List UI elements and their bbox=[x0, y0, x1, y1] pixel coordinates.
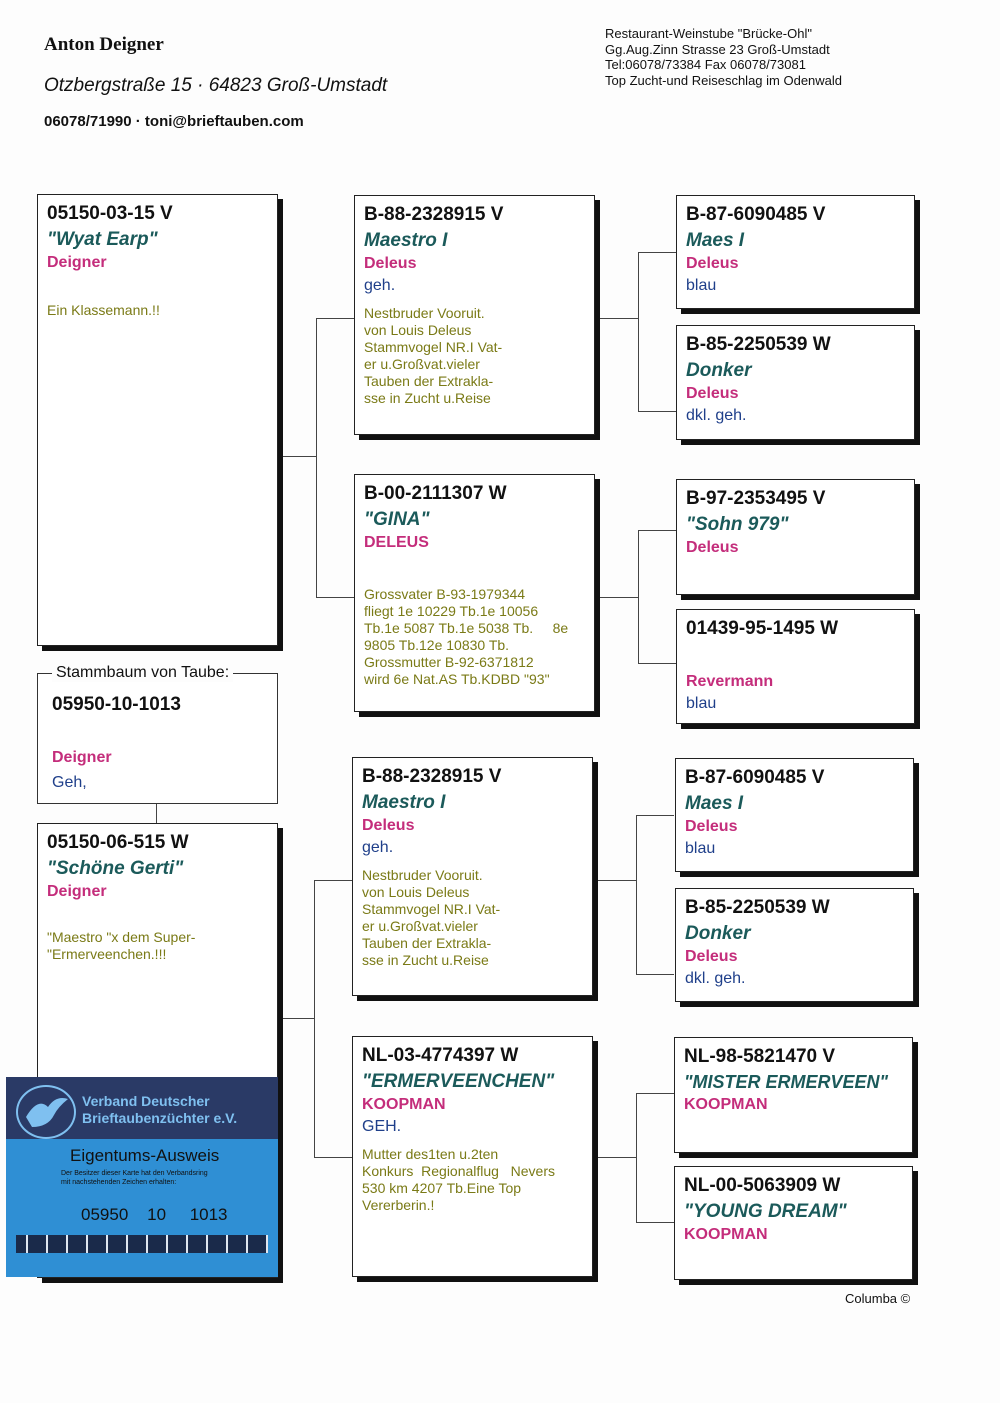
ds-name: Maestro I bbox=[362, 792, 446, 813]
sponsor-line: Tel:06078/73384 Fax 06078/73081 bbox=[605, 57, 806, 72]
sd-remark: Grossvater B-93-1979344 fliegt 1e 10229 Tb.1e 10056 Tb.1e 5087 Tb.1e 5038 Tb. 8e 9805 Tb.12e 10830 Tb. Grossmutter B-92-6371812 wird 6e Nat.AS Tb.KDBD "93" bbox=[364, 586, 569, 687]
connector bbox=[636, 974, 674, 975]
subject-breeder: Deigner bbox=[52, 749, 112, 766]
ds-color: geh. bbox=[362, 839, 394, 856]
sponsor-line: Gg.Aug.Zinn Strasse 23 Groß-Umstadt bbox=[605, 41, 830, 57]
dd-breeder: KOOPMAN bbox=[362, 1096, 446, 1113]
dss-box bbox=[675, 758, 914, 872]
sdd-box bbox=[676, 609, 915, 724]
ds-breeder: Deleus bbox=[362, 817, 415, 834]
ssd-ring: B-85-2250539 W bbox=[686, 334, 831, 355]
connector bbox=[316, 318, 317, 598]
sds-name: "Sohn 979" bbox=[686, 514, 789, 535]
ownership-card bbox=[6, 1077, 278, 1277]
dsd-box bbox=[675, 888, 914, 1002]
dds-name: "MISTER ERMERVEEN" bbox=[684, 1072, 889, 1092]
connector bbox=[638, 530, 676, 531]
connector bbox=[638, 530, 639, 664]
ss-ring: B-88-2328915 V bbox=[364, 204, 504, 225]
connector bbox=[316, 597, 354, 598]
owner-contact: 06078/71990 · toni@brieftauben.com bbox=[44, 113, 304, 130]
card-small-text: Der Besitzer dieser Karte hat den Verbandsring mit nachstehenden Zeichen erhalten: bbox=[61, 1170, 208, 1186]
ddd-name: "YOUNG DREAM" bbox=[684, 1201, 847, 1222]
dam-sire-box bbox=[352, 757, 593, 996]
subject-ring: 05950-10-1013 bbox=[52, 694, 181, 715]
pedigree-label: Stammbaum von Taube: bbox=[52, 664, 233, 682]
card-title: Verband Deutscher Brieftaubenzüchter e.V. bbox=[82, 1093, 238, 1126]
connector bbox=[636, 1222, 674, 1223]
sd-ring: B-00-2111307 W bbox=[364, 483, 507, 504]
connector bbox=[638, 252, 676, 253]
connector bbox=[638, 252, 639, 412]
dsd-name: Donker bbox=[685, 923, 751, 944]
connector bbox=[636, 1093, 674, 1094]
dove-logo-icon bbox=[16, 1085, 76, 1139]
dd-ring: NL-03-4774397 W bbox=[362, 1045, 519, 1066]
sire-remark: Ein Klassemann.!! bbox=[47, 302, 160, 318]
dam-ring: 05150-06-515 W bbox=[47, 832, 189, 853]
connector bbox=[638, 411, 676, 412]
sponsor-line: Top Zucht-und Reiseschlag im Odenwald bbox=[605, 72, 843, 88]
sire-dam-box bbox=[354, 474, 595, 712]
sponsor-line: Restaurant-Weinstube "Brücke-Ohl" bbox=[605, 26, 812, 41]
connector bbox=[314, 880, 352, 881]
dam-dam-box bbox=[352, 1036, 593, 1277]
dss-color: blau bbox=[685, 840, 716, 857]
ddd-breeder: KOOPMAN bbox=[684, 1226, 768, 1243]
dds-breeder: KOOPMAN bbox=[684, 1096, 768, 1113]
connector bbox=[314, 880, 315, 1158]
connector bbox=[598, 318, 638, 319]
card-ring-numbers: 05950 10 1013 bbox=[81, 1205, 228, 1224]
connector bbox=[636, 1093, 637, 1223]
dds-ring: NL-98-5821470 V bbox=[684, 1046, 836, 1067]
dss-name: Maes I bbox=[685, 793, 744, 814]
connector bbox=[281, 1018, 315, 1019]
ss-remark: Nestbruder Vooruit. von Louis Deleus Stammvogel NR.I Vat- er u.Großvat.vieler Tauben der Extrakla- sse in Zucht u.Reise bbox=[364, 305, 503, 406]
connector bbox=[596, 1157, 636, 1158]
dss-ring: B-87-6090485 V bbox=[685, 767, 825, 788]
ssd-breeder: Deleus bbox=[686, 385, 739, 402]
dsd-breeder: Deleus bbox=[685, 948, 738, 965]
sire-sire-box bbox=[354, 195, 595, 435]
connector bbox=[638, 663, 676, 664]
ssd-color: dkl. geh. bbox=[686, 407, 747, 424]
sss-name: Maes I bbox=[686, 230, 745, 251]
sds-box bbox=[676, 479, 915, 595]
dss-breeder: Deleus bbox=[685, 818, 738, 835]
connector bbox=[316, 318, 354, 319]
dsd-ring: B-85-2250539 W bbox=[685, 897, 830, 918]
sd-breeder: DELEUS bbox=[364, 534, 429, 551]
card-subtitle: Eigentums-Ausweis bbox=[70, 1146, 220, 1165]
sire-name: "Wyat Earp" bbox=[47, 229, 158, 250]
sss-breeder: Deleus bbox=[686, 255, 739, 272]
sd-name: "GINA" bbox=[364, 509, 430, 530]
connector bbox=[596, 880, 636, 881]
ds-ring: B-88-2328915 V bbox=[362, 766, 502, 787]
dd-name: "ERMERVEENCHEN" bbox=[362, 1071, 555, 1092]
ssd-box bbox=[676, 325, 915, 440]
connector bbox=[598, 597, 638, 598]
sdd-ring: 01439-95-1495 W bbox=[686, 618, 839, 639]
dam-name: "Schöne Gerti" bbox=[47, 858, 184, 879]
owner-address: Otzbergstraße 15 · 64823 Groß-Umstadt bbox=[44, 75, 388, 96]
dsd-color: dkl. geh. bbox=[685, 970, 746, 987]
dd-color: GEH. bbox=[362, 1118, 402, 1135]
dds-box bbox=[674, 1037, 913, 1153]
ss-breeder: Deleus bbox=[364, 255, 417, 272]
dam-breeder: Deigner bbox=[47, 883, 107, 900]
sire-box bbox=[37, 194, 278, 646]
sire-breeder: Deigner bbox=[47, 254, 107, 271]
ss-name: Maestro I bbox=[364, 230, 448, 251]
ddd-ring: NL-00-5063909 W bbox=[684, 1175, 841, 1196]
sdd-breeder: Revermann bbox=[686, 673, 774, 690]
ssd-name: Donker bbox=[686, 360, 752, 381]
ss-color: geh. bbox=[364, 277, 396, 294]
sds-ring: B-97-2353495 V bbox=[686, 488, 826, 509]
connector bbox=[636, 815, 674, 816]
owner-name: Anton Deigner bbox=[44, 34, 164, 55]
dd-remark: Mutter des1ten u.2ten Konkurs Regionalflug Nevers 530 km 4207 Tb.Eine Top Vererberin.! bbox=[362, 1146, 555, 1213]
card-ornament-band bbox=[16, 1235, 268, 1253]
sponsor-block bbox=[605, 26, 842, 88]
sire-ring: 05150-03-15 V bbox=[47, 203, 173, 224]
sss-color: blau bbox=[686, 277, 717, 294]
sds-breeder: Deleus bbox=[686, 539, 739, 556]
connector bbox=[636, 815, 637, 975]
sss-box bbox=[676, 195, 915, 309]
dam-remark: "Maestro "x dem Super- "Ermerveenchen.!!! bbox=[47, 929, 196, 962]
ddd-box bbox=[674, 1166, 913, 1280]
subject-color: Geh, bbox=[52, 774, 87, 791]
sss-ring: B-87-6090485 V bbox=[686, 204, 826, 225]
footer-credit: Columba © bbox=[845, 1291, 911, 1306]
sdd-color: blau bbox=[686, 695, 717, 712]
connector bbox=[156, 803, 157, 823]
connector bbox=[314, 1157, 352, 1158]
subject-box bbox=[37, 673, 278, 804]
connector bbox=[281, 456, 317, 457]
ds-remark: Nestbruder Vooruit. von Louis Deleus Stammvogel NR.I Vat- er u.Großvat.vieler Tauben der Extrakla- sse in Zucht u.Reise bbox=[362, 867, 501, 968]
